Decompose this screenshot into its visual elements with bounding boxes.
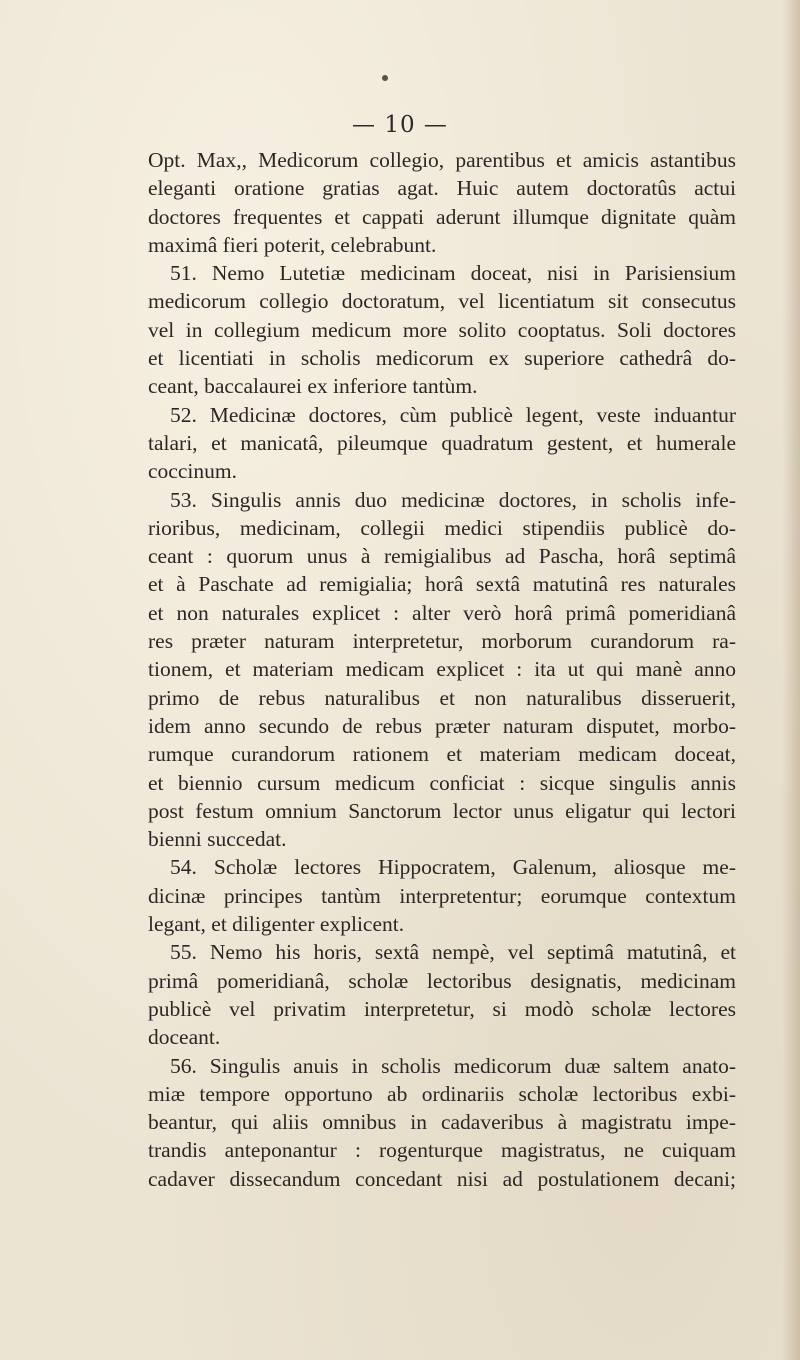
- text-line: rumque curandorum rationem et materiam medicam doceat,: [148, 742, 736, 767]
- paragraph-55-start: 55. Nemo his horis, sextâ nempè, vel septimâ matutinâ, et: [170, 940, 736, 965]
- body-text: [148, 146, 736, 1193]
- text-line: et non naturales explicet : alter verò horâ primâ pomeridianâ: [148, 600, 736, 625]
- text-line: cadaver dissecandum concedant nisi ad postulationem decani;: [148, 1166, 736, 1191]
- text-line: rioribus, medicinam, collegii medici stipendiis publicè do-: [148, 515, 736, 540]
- paragraph-56-start: 56. Singulis anuis in scholis medicorum duæ saltem anato-: [170, 1053, 736, 1078]
- text-line: Opt. Max,, Medicorum collegio, parentibus et amicis astantibus: [148, 148, 736, 172]
- text-line: primo de rebus naturalibus et non naturalibus disseruerit,: [148, 685, 736, 710]
- paragraph-52-start: 52. Medicinæ doctores, cùm publicè legent, veste induantur: [170, 402, 736, 427]
- text-line: publicè vel privatim interpretetur, si modò scholæ lectores: [148, 996, 736, 1021]
- text-line: primâ pomeridianâ, scholæ lectoribus designatis, medicinam: [148, 968, 736, 993]
- page-number: — 10 —: [352, 112, 448, 138]
- text-line: ceant : quorum unus à remigialibus ad Pascha, horâ septimâ: [148, 544, 736, 569]
- page-edge-shadow: [782, 0, 800, 1360]
- ink-dot: [382, 75, 388, 81]
- text-line: tionem, et materiam medicam explicet : ita ut qui manè anno: [148, 657, 736, 682]
- text-line: idem anno secundo de rebus præter naturam disputet, morbo-: [148, 713, 736, 738]
- text-line: coccinum.: [148, 459, 237, 484]
- text-line: post festum omnium Sanctorum lector unus eligatur qui lectori: [148, 798, 736, 823]
- paragraph-54-start: 54. Scholæ lectores Hippocratem, Galenum, aliosque me-: [170, 855, 736, 880]
- text-line: bienni succedat.: [148, 827, 287, 852]
- paragraph-51-start: 51. Nemo Lutetiæ medicinam doceat, nisi in Parisiensium: [170, 261, 736, 286]
- text-line: et à Paschate ad remigialia; horâ sextâ matutinâ res naturales: [148, 572, 736, 597]
- text-line: ceant, baccalaurei ex inferiore tantùm.: [148, 374, 478, 399]
- text-line: maximâ fieri poterit, celebrabunt.: [148, 232, 437, 257]
- text-line: miæ tempore opportuno ab ordinariis scholæ lectoribus exbi-: [148, 1081, 736, 1106]
- text-line: et licentiati in scholis medicorum ex superiore cathedrâ do-: [148, 346, 736, 371]
- paragraph-53-start: 53. Singulis annis duo medicinæ doctores, in scholis infe-: [170, 487, 736, 512]
- text-line: beantur, qui aliis omnibus in cadaveribus à magistratu impe-: [148, 1110, 736, 1135]
- text-line: medicorum collegio doctoratum, vel licentiatum sit consecutus: [148, 289, 736, 314]
- text-line: dicinæ principes tantùm interpretentur; eorumque contextum: [148, 883, 736, 908]
- text-line: eleganti oratione gratias agat. Huic autem doctoratûs actui: [148, 176, 736, 201]
- text-line: doctores frequentes et cappati aderunt illumque dignitate quàm: [148, 204, 736, 229]
- text-line: doceant.: [148, 1025, 221, 1050]
- text-line: et biennio cursum medicum conficiat : sicque singulis annis: [148, 770, 736, 795]
- text-line: trandis anteponantur : rogenturque magistratus, ne cuiquam: [148, 1138, 736, 1163]
- text-line: talari, et manicatâ, pileumque quadratum gestent, et humerale: [148, 430, 736, 455]
- text-line: vel in collegium medicum more solito cooptatus. Soli doctores: [148, 317, 736, 342]
- text-line: res præter naturam interpretetur, morborum curandorum ra-: [148, 629, 736, 654]
- text-line: legant, et diligenter explicent.: [148, 912, 405, 937]
